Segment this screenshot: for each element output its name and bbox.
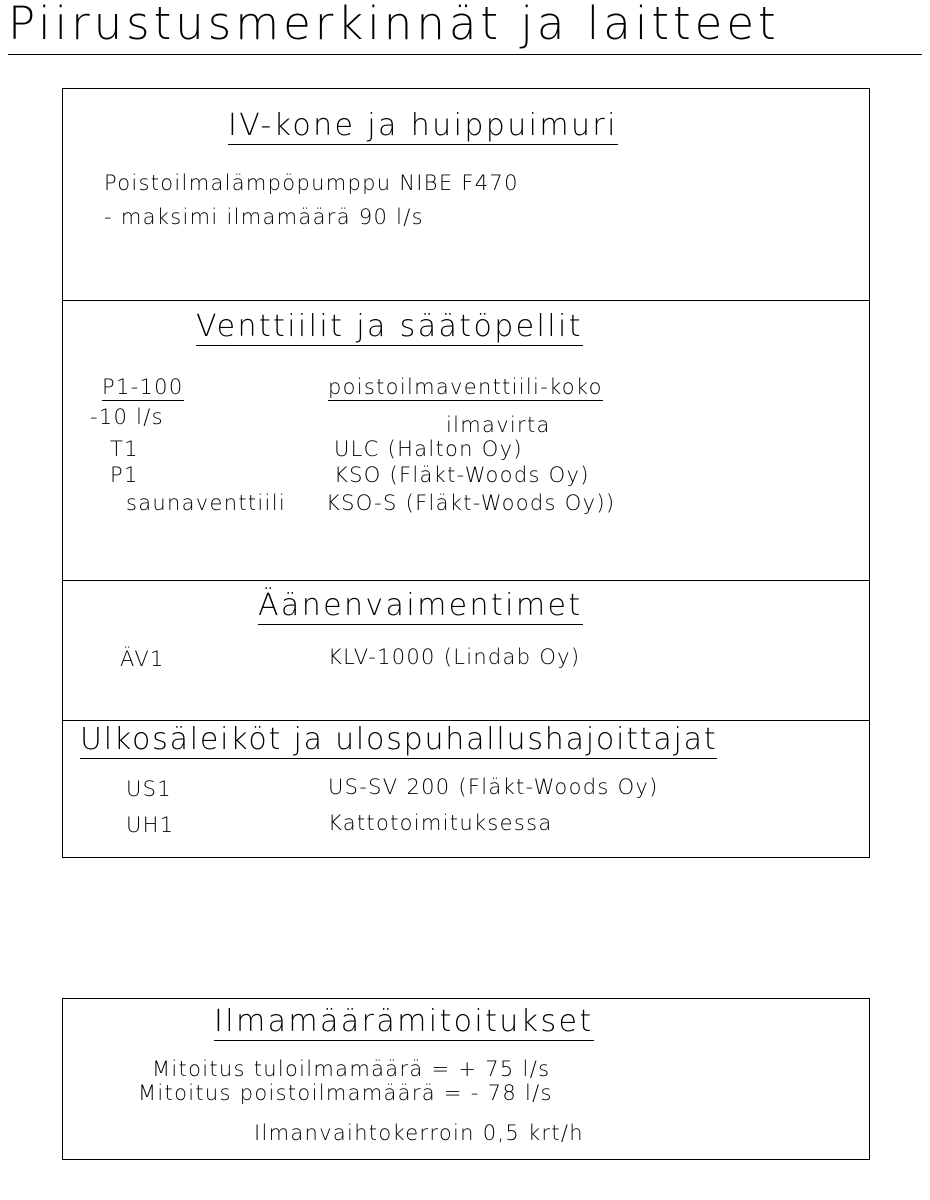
airflow-ach: Ilmanvaihtokerroin 0,5 krt/h	[254, 1121, 584, 1145]
iv-max-airflow-line: - maksimi ilmamäärä 90 l/s	[104, 205, 424, 229]
valve-row-desc: KSO (Fläkt-Woods Oy)	[334, 463, 590, 487]
valve-legend-code: P1-100	[102, 375, 184, 399]
airflow-supply: Mitoitus tuloilmamäärä = + 75 l/s	[152, 1057, 551, 1081]
outdoor-row-code: UH1	[126, 813, 175, 837]
valve-row-code: T1	[110, 437, 139, 461]
section-heading-iv: IV-kone ja huippuimuri	[228, 108, 618, 143]
title-underline	[8, 54, 922, 55]
section-divider	[62, 580, 870, 581]
section-heading-valves: Venttiilit ja säätöpellit	[196, 309, 583, 344]
outdoor-row-desc: Kattotoimituksessa	[328, 811, 553, 835]
section-heading-silencers: Äänenvaimentimet	[258, 588, 583, 623]
outdoor-row-desc: US-SV 200 (Fläkt-Woods Oy)	[328, 775, 659, 799]
valve-row-desc: ULC (Halton Oy)	[334, 437, 523, 461]
valve-row-code: P1	[110, 463, 139, 487]
valve-row-code: saunaventtiili	[126, 491, 286, 515]
iv-device-line: Poistoilmalämpöpumppu NIBE F470	[104, 171, 519, 195]
valve-legend-flow: -10 l/s	[90, 405, 164, 429]
airflow-heading: Ilmamäärämitoitukset	[214, 1004, 594, 1039]
section-divider	[62, 300, 870, 301]
valve-legend-flow-desc: ilmavirta	[446, 413, 551, 437]
valve-legend-type-desc: poistoilmaventtiili-koko	[328, 375, 603, 399]
silencer-row-desc: KLV-1000 (Lindab Oy)	[328, 645, 581, 669]
valve-row-desc: KSO-S (Fläkt-Woods Oy))	[326, 491, 616, 515]
silencer-row-code: ÄV1	[120, 647, 165, 671]
section-heading-outdoor: Ulkosäleiköt ja ulospuhallushajoittajat	[80, 722, 718, 757]
outdoor-row-code: US1	[126, 777, 172, 801]
airflow-exhaust: Mitoitus poistoilmamäärä = - 78 l/s	[138, 1081, 553, 1105]
section-divider	[62, 720, 870, 721]
page-title: Piirustusmerkinnät ja laitteet	[8, 0, 780, 50]
